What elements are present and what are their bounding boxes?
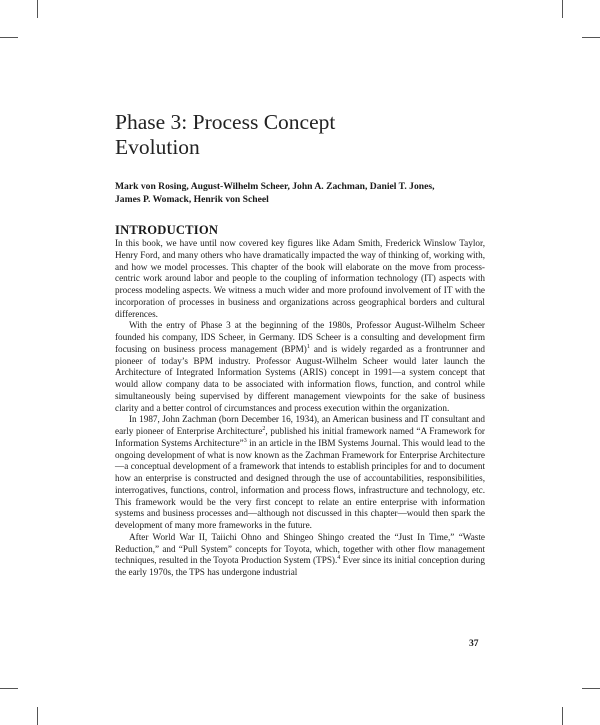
section-heading: INTRODUCTION bbox=[115, 223, 219, 237]
paragraph-2-text-a: With the entry of Phase 3 at the beginning of the 1980s, Professor August-Wilhelm Scheer founded his company, IDS Scheer, in Germany. IDS Scheer is a consulting and development firm focusing on business process management (BPM) bbox=[115, 320, 485, 354]
paragraph-2 bbox=[115, 320, 485, 414]
footnote-ref-2[interactable]: 2 bbox=[262, 425, 266, 432]
crop-mark bbox=[582, 37, 600, 38]
crop-mark bbox=[562, 707, 563, 725]
paragraph-3 bbox=[115, 414, 485, 532]
authors-line2: James P. Womack, Henrik von Scheel bbox=[115, 194, 269, 205]
page-content bbox=[115, 110, 485, 579]
crop-mark bbox=[0, 37, 18, 38]
chapter-title bbox=[115, 110, 485, 160]
crop-mark bbox=[582, 688, 600, 689]
footnote-ref-1[interactable]: 1 bbox=[306, 343, 310, 350]
chapter-title-line1: Phase 3: Process Concept bbox=[115, 110, 336, 134]
page-number: 37 bbox=[469, 638, 479, 649]
paragraph-4-text-a: After World War II, Taiichi Ohno and Shingeo Shingo created the “Just In Time,” “Waste Reduction,” and “Pull System” concepts for Toyota, which, together with other flow management techniques, resulted in the Toyota Production System (TPS). bbox=[115, 531, 485, 566]
paragraph-4-text-b: Ever since its initial conception during the early 1970s, the TPS has undergone industrial bbox=[115, 555, 485, 577]
crop-mark bbox=[0, 688, 18, 689]
footnote-ref-4[interactable]: 4 bbox=[337, 555, 341, 562]
paragraph-3-text-a: In 1987, John Zachman (born December 16, 1934), an American business and IT consultant and early pioneer of Enterprise Architecture bbox=[115, 414, 485, 436]
chapter-title-line2: Evolution bbox=[115, 135, 200, 159]
paragraph-3-text-c: in an article in the IBM Systems Journal. This would lead to the ongoing development of what is now known as the Zachman Framework for Enterprise Architecture—a conceptual development of a framework that intends to establish principles for and to document how an enterprise is constructed and designed through the use of accountabilities, responsibilities, interrogatives, functions, control, information and process flows, infrastructure and technology, etc. This framework would be the very first concept to relate an entire enterprise with information systems and business processes and—although not discussed in this chapter—would then spark the development of many more frameworks in the future. bbox=[115, 437, 486, 530]
footnote-ref-3[interactable]: 3 bbox=[243, 437, 247, 444]
paragraph-2-text-b: and is widely regarded as a frontrunner and pioneer of today’s BPM industry. Professor August-Wilhelm Scheer would later launch the Architecture of Integrated Information Systems (ARIS) concept in 1991—a system concept that would allow company data to be associated with information flows, function, and control while simultaneously being supervised by different management viewpoints for the sake of business clarity and a better control of circumstances and process execution within the organization. bbox=[115, 343, 486, 413]
authors-line1: Mark von Rosing, August-Wilhelm Scheer, John A. Zachman, Daniel T. Jones, bbox=[115, 181, 435, 192]
crop-mark bbox=[562, 0, 563, 18]
chapter-authors bbox=[115, 180, 485, 206]
paragraph-1: In this book, we have until now covered key figures like Adam Smith, Frederick Winslow Taylor, Henry Ford, and many others who have dramatically impacted the way of thinking of, working with, and how we model processes. This chapter of the book will elaborate on the move from process-centric work around labor and people to the coupling of information technology (IT) aspects with process modeling aspects. We witness a much wider and more profound involvement of IT with the incorporation of processes in business and organizations across geographical borders and cultural differences. bbox=[115, 238, 485, 319]
paragraph-3-text-b: , published his initial framework named “A Framework for Information Systems Architecture” bbox=[115, 426, 485, 448]
crop-mark bbox=[37, 707, 38, 725]
paragraph-4 bbox=[115, 532, 485, 579]
crop-mark bbox=[37, 0, 38, 18]
body-text bbox=[115, 238, 485, 579]
